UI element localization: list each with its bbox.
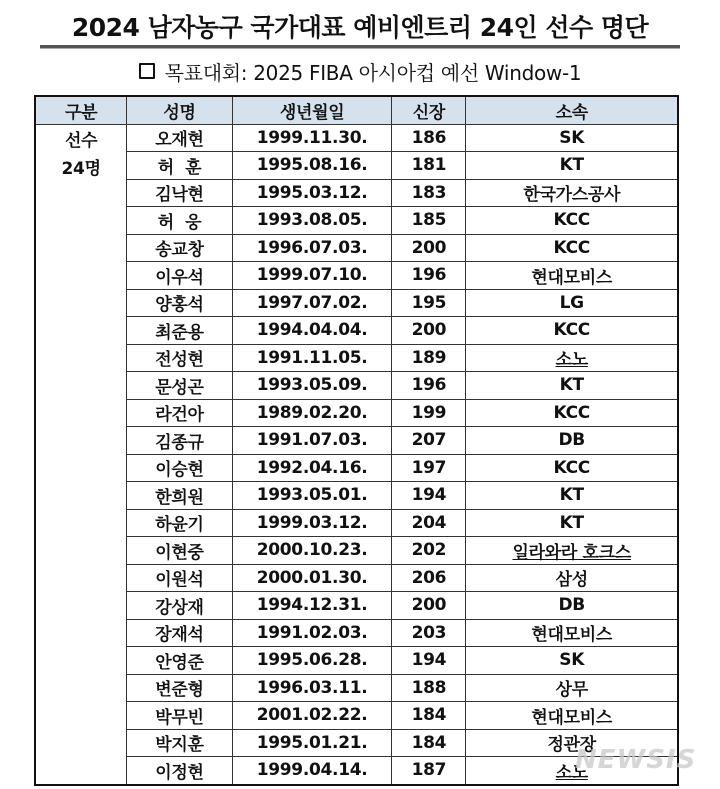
height-cell: 181: [392, 152, 466, 180]
team-cell: 현대모비스: [466, 262, 678, 290]
height-cell: 183: [392, 179, 466, 207]
player-name-cell: 최준용: [127, 317, 233, 345]
table-row: [35, 289, 678, 317]
birthdate-cell: 1989.02.20.: [232, 399, 392, 427]
height-cell: 207: [392, 427, 466, 455]
birthdate-cell: 1995.08.16.: [232, 152, 392, 180]
height-cell: 194: [392, 482, 466, 510]
birthdate-cell: 1993.05.09.: [232, 372, 392, 400]
table-row: [35, 124, 678, 152]
height-cell: 189: [392, 344, 466, 372]
birthdate-cell: 1991.07.03.: [232, 427, 392, 455]
height-cell: 206: [392, 564, 466, 592]
height-cell: 203: [392, 619, 466, 647]
subtitle-text: 목표대회: 2025 FIBA 아시아컵 예선 Window-1: [164, 61, 582, 85]
player-name-cell: 이정현: [127, 757, 233, 785]
player-name-cell: 박지훈: [127, 729, 233, 757]
team-cell: KT: [466, 509, 678, 537]
team-cell: DB: [466, 592, 678, 620]
birthdate-cell: 1997.07.02.: [232, 289, 392, 317]
height-cell: 199: [392, 399, 466, 427]
birthdate-cell: 1999.04.14.: [232, 757, 392, 785]
header-height: 신장: [392, 96, 466, 124]
height-cell: 188: [392, 674, 466, 702]
table-row: [35, 619, 678, 647]
team-cell: DB: [466, 427, 678, 455]
table-row: [35, 647, 678, 675]
table-row: [35, 152, 678, 180]
birthdate-cell: 1991.02.03.: [232, 619, 392, 647]
table-row: [35, 207, 678, 235]
table-row: [35, 372, 678, 400]
category-count: 24명: [61, 158, 101, 179]
team-cell: KT: [466, 482, 678, 510]
birthdate-cell: 1992.04.16.: [232, 454, 392, 482]
team-cell: 소노: [466, 344, 678, 372]
height-cell: 204: [392, 509, 466, 537]
team-cell: KCC: [466, 317, 678, 345]
table-row: [35, 317, 678, 345]
height-cell: 197: [392, 454, 466, 482]
table-row: [35, 344, 678, 372]
checkbox-bullet-icon: [139, 63, 155, 79]
team-cell: KCC: [466, 454, 678, 482]
team-cell: SK: [466, 124, 678, 152]
height-cell: 184: [392, 729, 466, 757]
height-cell: 202: [392, 537, 466, 565]
category-cell: [35, 124, 127, 785]
team-cell: LG: [466, 289, 678, 317]
newsis-watermark: NEWSIS: [575, 745, 697, 775]
team-cell: 정관장: [466, 729, 678, 757]
birthdate-cell: 1994.04.04.: [232, 317, 392, 345]
player-name-cell: 한희원: [127, 482, 233, 510]
birthdate-cell: 1993.05.01.: [232, 482, 392, 510]
player-name-cell: 하윤기: [127, 509, 233, 537]
birthdate-cell: 2000.01.30.: [232, 564, 392, 592]
table-header-row: [35, 96, 678, 124]
birthdate-cell: 1996.03.11.: [232, 674, 392, 702]
height-cell: 200: [392, 234, 466, 262]
player-name-cell: 허 웅: [127, 207, 233, 235]
height-cell: 195: [392, 289, 466, 317]
table-row: [35, 592, 678, 620]
height-cell: 200: [392, 592, 466, 620]
table-row: [35, 482, 678, 510]
table-row: [35, 454, 678, 482]
player-name-cell: 양홍석: [127, 289, 233, 317]
team-cell: KCC: [466, 207, 678, 235]
team-cell: 소노: [466, 757, 678, 785]
birthdate-cell: 1995.01.21.: [232, 729, 392, 757]
player-name-cell: 이우석: [127, 262, 233, 290]
header-category: 구분: [35, 96, 127, 124]
player-name-cell: 김낙현: [127, 179, 233, 207]
player-name-cell: 송교창: [127, 234, 233, 262]
birthdate-cell: 1994.12.31.: [232, 592, 392, 620]
team-cell: 현대모비스: [466, 702, 678, 730]
player-name-cell: 안영준: [127, 647, 233, 675]
birthdate-cell: 1999.07.10.: [232, 262, 392, 290]
player-name-cell: 장재석: [127, 619, 233, 647]
birthdate-cell: 2001.02.22.: [232, 702, 392, 730]
height-cell: 186: [392, 124, 466, 152]
team-cell: SK: [466, 647, 678, 675]
player-name-cell: 이승현: [127, 454, 233, 482]
team-cell: KCC: [466, 234, 678, 262]
team-cell: KCC: [466, 399, 678, 427]
category-label: 선수: [64, 130, 98, 151]
player-name-cell: 전성현: [127, 344, 233, 372]
player-name-cell: 강상재: [127, 592, 233, 620]
player-name-cell: 이현중: [127, 537, 233, 565]
player-name-cell: 허 훈: [127, 152, 233, 180]
header-team: 소속: [466, 96, 678, 124]
height-cell: 196: [392, 372, 466, 400]
birthdate-cell: 1995.03.12.: [232, 179, 392, 207]
title-divider: [40, 45, 680, 49]
height-cell: 184: [392, 702, 466, 730]
team-cell: KT: [466, 372, 678, 400]
height-cell: 194: [392, 647, 466, 675]
team-cell: KT: [466, 152, 678, 180]
team-cell: 한국가스공사: [466, 179, 678, 207]
team-cell: 상무: [466, 674, 678, 702]
team-cell: 일라와라 호크스: [466, 537, 678, 565]
table-row: [35, 509, 678, 537]
table-row: [35, 179, 678, 207]
team-cell: 현대모비스: [466, 619, 678, 647]
table-row: [35, 537, 678, 565]
birthdate-cell: 1999.03.12.: [232, 509, 392, 537]
player-name-cell: 라건아: [127, 399, 233, 427]
height-cell: 185: [392, 207, 466, 235]
birthdate-cell: 1991.11.05.: [232, 344, 392, 372]
birthdate-cell: 1999.11.30.: [232, 124, 392, 152]
team-cell: 삼성: [466, 564, 678, 592]
table-row: [35, 399, 678, 427]
birthdate-cell: 1993.08.05.: [232, 207, 392, 235]
player-name-cell: 오재현: [127, 124, 233, 152]
player-name-cell: 문성곤: [127, 372, 233, 400]
player-name-cell: 박무빈: [127, 702, 233, 730]
height-cell: 200: [392, 317, 466, 345]
table-row: [35, 674, 678, 702]
table-row: [35, 427, 678, 455]
player-name-cell: 변준형: [127, 674, 233, 702]
player-name-cell: 김종규: [127, 427, 233, 455]
table-row: [35, 234, 678, 262]
birthdate-cell: 2000.10.23.: [232, 537, 392, 565]
table-row: [35, 564, 678, 592]
table-row: [35, 702, 678, 730]
table-row: [35, 262, 678, 290]
player-name-cell: 이원석: [127, 564, 233, 592]
birthdate-cell: 1995.06.28.: [232, 647, 392, 675]
header-name: 성명: [127, 96, 233, 124]
height-cell: 196: [392, 262, 466, 290]
document-title: 2024 남자농구 국가대표 예비엔트리 24인 선수 명단: [71, 13, 649, 42]
header-birthdate: 생년월일: [232, 96, 392, 124]
height-cell: 187: [392, 757, 466, 785]
birthdate-cell: 1996.07.03.: [232, 234, 392, 262]
roster-table: [34, 95, 679, 786]
subtitle: [0, 57, 720, 86]
